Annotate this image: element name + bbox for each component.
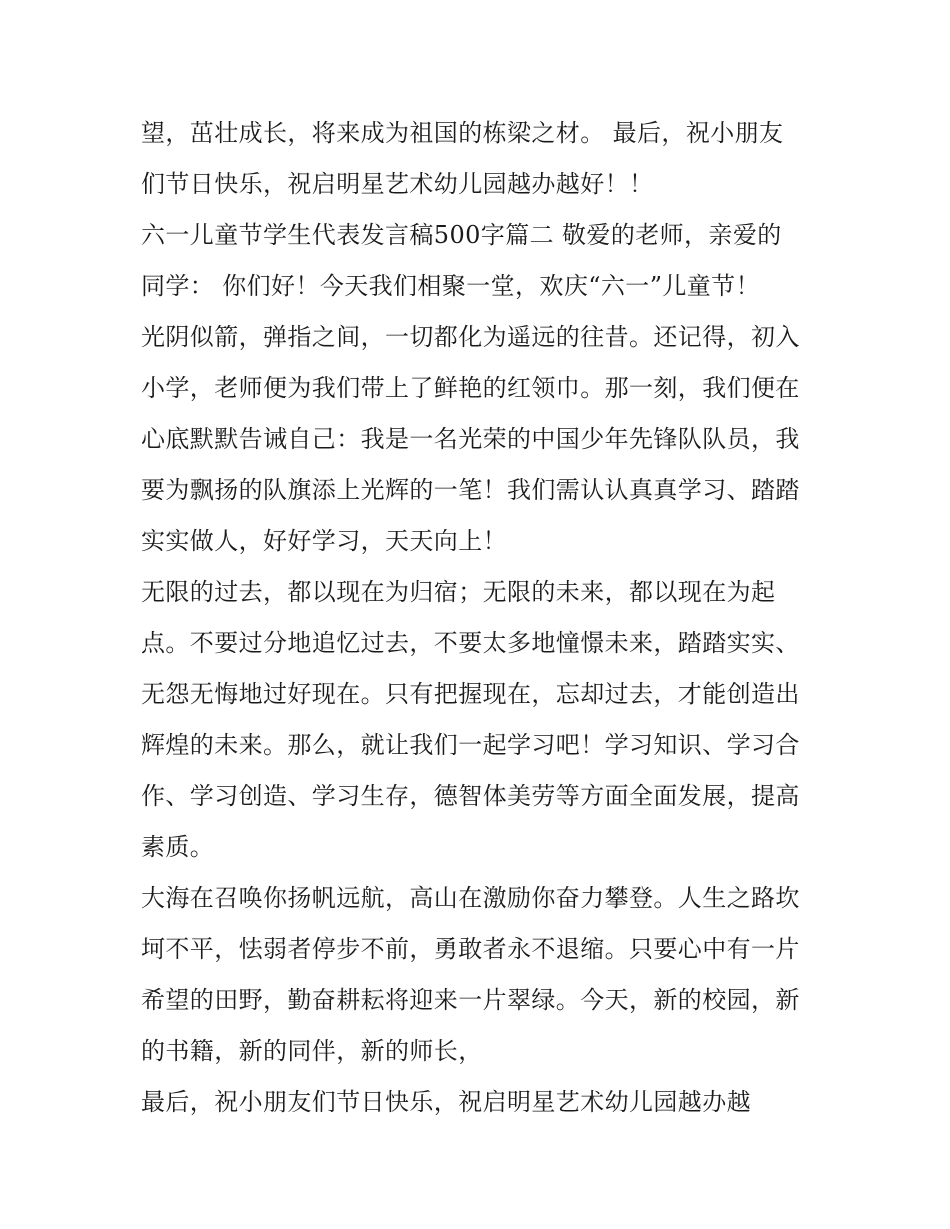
text-line: 大海在召唤你扬帆远航，高山在激励你奋力攀登。人生之路坎: [141, 884, 800, 912]
document-body: [141, 108, 816, 1128]
text-line: 要为飘扬的队旗添上光辉的一笔！我们需认认真真学习、踏踏: [141, 476, 800, 504]
text-line: 坷不平，怯弱者停步不前，勇敢者永不退缩。只要心中有一片: [141, 935, 800, 963]
text-line: 辉煌的未来。那么，就让我们一起学习吧！学习知识、学习合: [141, 731, 800, 759]
text-line: 实实做人，好好学习，天天向上！: [141, 527, 507, 555]
text-line: 心底默默告诫自己：我是一名光荣的中国少年先锋队队员，我: [141, 425, 800, 453]
text-line: 作、学习创造、学习生存，德智体美劳等方面全面发展，提高: [141, 782, 800, 810]
text-line: 无怨无悔地过好现在。只有把握现在，忘却过去，才能创造出: [141, 680, 800, 708]
text-line: 们节日快乐，祝启明星艺术幼儿园越办越好！！: [141, 170, 654, 198]
text-line: 素质。: [141, 833, 215, 861]
text-line: 光阴似箭，弹指之间，一切都化为遥远的往昔。还记得，初入: [141, 323, 800, 351]
text-line: 希望的田野，勤奋耕耘将迎来一片翠绿。今天，新的校园，新: [141, 986, 800, 1014]
text-line: 小学，老师便为我们带上了鲜艳的红领巾。那一刻，我们便在: [141, 374, 800, 402]
text-line: 六一儿童节学生代表发言稿500字篇二 敬爱的老师，亲爱的: [141, 221, 782, 249]
text-line: 点。不要过分地追忆过去，不要太多地憧憬未来，踏踏实实、: [141, 629, 800, 657]
text-line: 同学： 你们好！今天我们相聚一堂，欢庆“六一”儿童节！: [141, 272, 760, 300]
text-line: 望，茁壮成长，将来成为祖国的栋梁之材。 最后，祝小朋友: [141, 119, 784, 147]
text-line: 最后，祝小朋友们节日快乐，祝启明星艺术幼儿园越办越: [141, 1088, 751, 1116]
text-line: 的书籍，新的同伴，新的师长，: [141, 1037, 483, 1065]
text-line: 无限的过去，都以现在为归宿；无限的未来，都以现在为起: [141, 578, 776, 606]
